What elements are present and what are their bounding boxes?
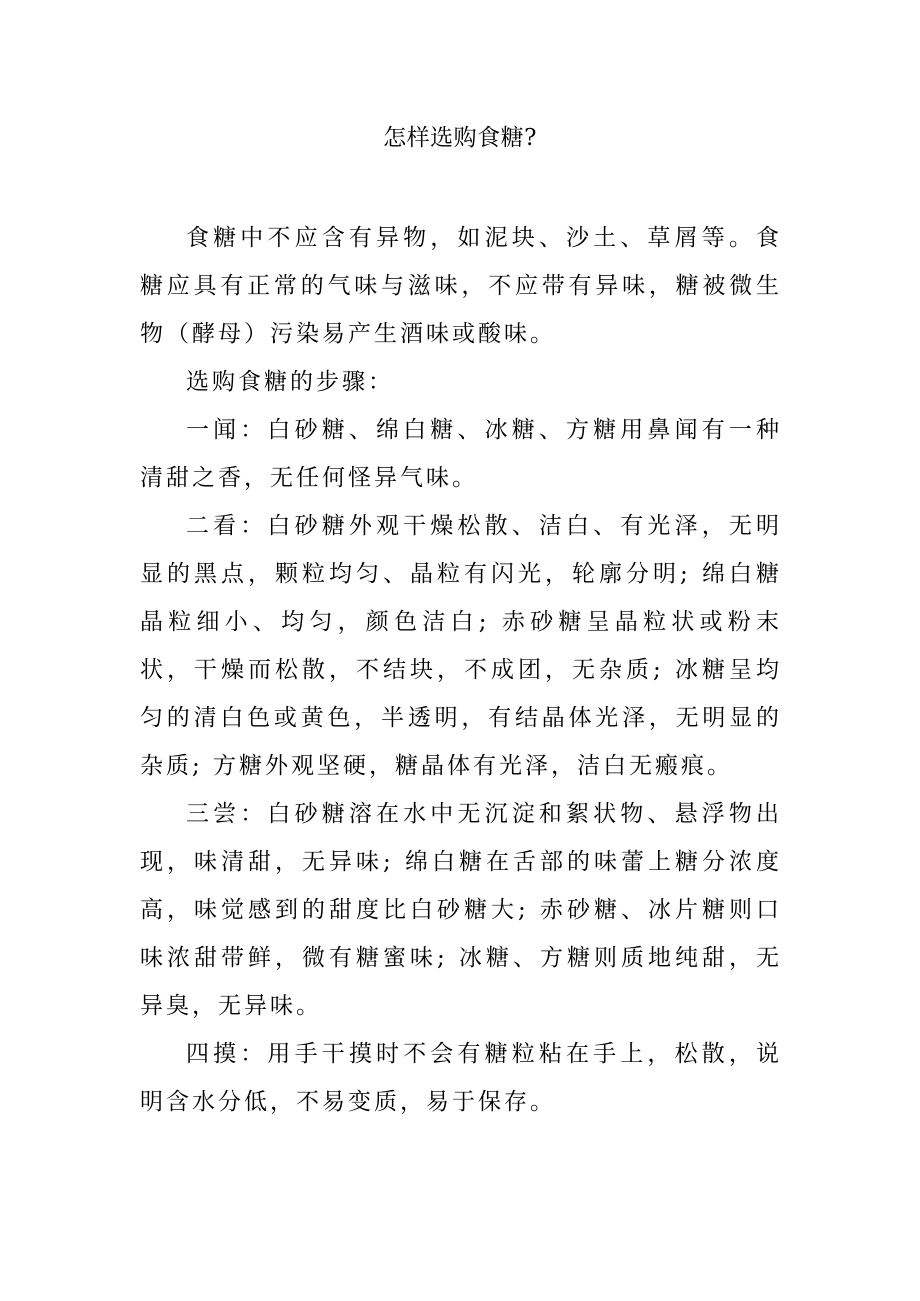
document-title: 怎样选购食糖?	[383, 125, 537, 151]
paragraph-touch: 四摸：用手干摸时不会有糖粒粘在手上，松散，说明含水分低，不易变质，易于保存。	[140, 1041, 782, 1115]
paragraph-steps-heading: 选购食糖的步骤：	[186, 369, 394, 395]
paragraph-smell: 一闻：白砂糖、绵白糖、冰糖、方糖用鼻闻有一种清甜之香，无任何怪异气味。	[140, 417, 782, 491]
paragraph-intro: 食糖中不应含有异物，如泥块、沙土、草屑等。食糖应具有正常的气味与滋味，不应带有异味，糖被微生物（酵母）污染易产生酒味或酸味。	[140, 225, 782, 347]
document-body	[140, 214, 782, 1126]
paragraph-look: 二看：白砂糖外观干燥松散、洁白、有光泽，无明显的黑点，颗粒均匀、晶粒有闪光，轮廓分明; 绵白糖晶粒细小、均匀，颜色洁白; 赤砂糖呈晶粒状或粉末状，干燥而松散，不结块，不成团，无杂质; 冰糖呈均匀的清白色或黄色，半透明，有结晶体光泽，无明显的杂质; 方糖外观坚硬，糖晶体有光泽，洁白无瘢痕。	[140, 513, 782, 779]
paragraph-taste: 三尝：白砂糖溶在水中无沉淀和絮状物、悬浮物出现，味清甜，无异味; 绵白糖在舌部的味蕾上糖分浓度高，味觉感到的甜度比白砂糖大; 赤砂糖、冰片糖则口味浓甜带鲜，微有糖蜜味; 冰糖、方糖则质地纯甜，无异臭，无异味。	[140, 801, 782, 1019]
